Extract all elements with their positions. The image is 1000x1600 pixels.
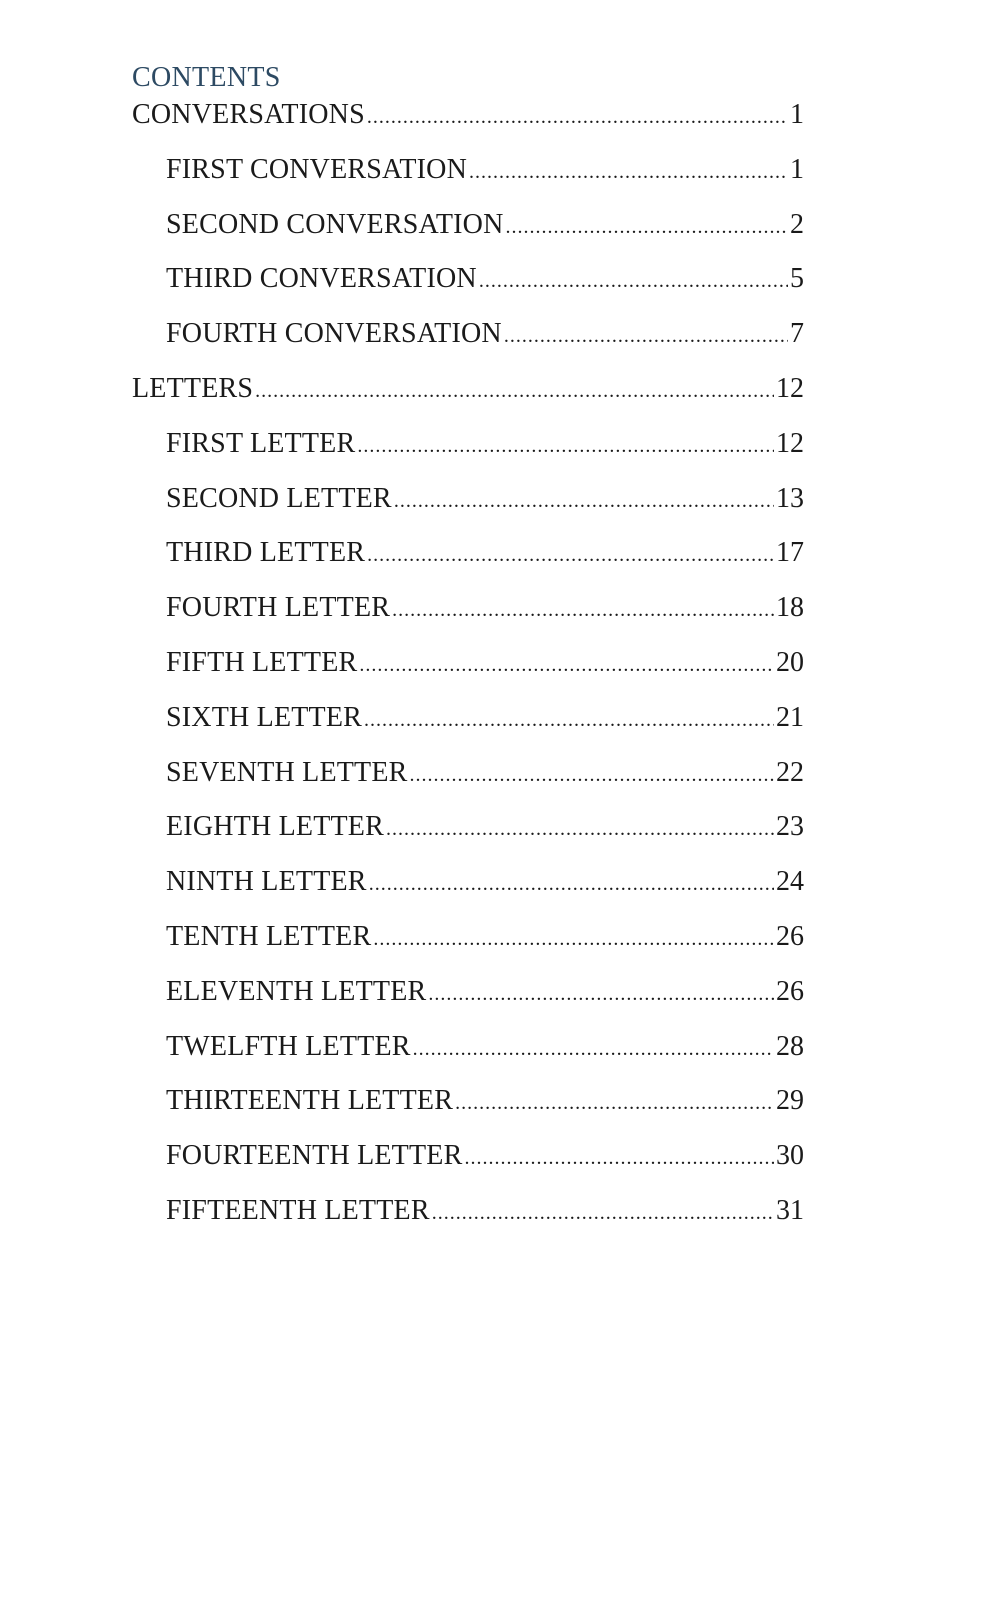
dot-leader	[479, 257, 788, 305]
dot-leader	[364, 696, 774, 744]
toc-entry-title: ELEVENTH LETTER	[166, 975, 427, 1007]
toc-entry-title: NINTH LETTER	[166, 866, 367, 898]
toc-entry-page-number: 24	[776, 866, 804, 898]
dot-leader	[428, 970, 774, 1018]
toc-entry-title: FOURTH CONVERSATION	[166, 318, 502, 350]
toc-subentry[interactable]	[132, 1023, 804, 1078]
toc-entry-title: TENTH LETTER	[166, 920, 372, 952]
toc-entry-title: FIRST LETTER	[166, 427, 356, 459]
toc-subentry[interactable]	[132, 913, 804, 968]
toc-section-entry[interactable]	[132, 365, 804, 420]
toc-entry-page-number: 29	[776, 1085, 804, 1117]
toc-entry-page-number: 22	[776, 756, 804, 788]
toc-entry-title: LETTERS	[132, 372, 254, 404]
dot-leader	[373, 915, 774, 963]
toc-heading: CONTENTS	[132, 62, 281, 93]
toc-entry-title: SECOND LETTER	[166, 482, 392, 514]
toc-entry-title: FOURTH LETTER	[166, 592, 391, 624]
toc-subentry[interactable]	[132, 146, 804, 201]
toc-entry-page-number: 18	[776, 592, 804, 624]
toc-entry-page-number: 23	[776, 811, 804, 843]
dot-leader	[413, 1025, 774, 1073]
dot-leader	[504, 312, 788, 360]
toc-entry-page-number: 28	[776, 1030, 804, 1062]
toc-entry-page-number: 26	[776, 975, 804, 1007]
dot-leader	[367, 93, 788, 141]
toc-subentry[interactable]	[132, 255, 804, 310]
toc-subentry[interactable]	[132, 1187, 804, 1242]
toc-entry-title: FIRST CONVERSATION	[166, 153, 468, 185]
dot-leader	[432, 1189, 774, 1237]
dot-leader	[394, 477, 774, 525]
dot-leader	[357, 422, 774, 470]
dot-leader	[367, 531, 774, 579]
toc-entry-title: FOURTEENTH LETTER	[166, 1140, 463, 1172]
toc-entry-page-number: 26	[776, 920, 804, 952]
toc-entry-page-number: 17	[776, 537, 804, 569]
toc-subentry[interactable]	[132, 749, 804, 804]
toc-entry-title: CONVERSATIONS	[132, 99, 365, 130]
toc-subentry[interactable]	[132, 475, 804, 530]
toc-entry-page-number: 21	[776, 701, 804, 733]
toc-entry-page-number: 13	[776, 482, 804, 514]
toc-subentry[interactable]	[132, 310, 804, 365]
dot-leader	[386, 805, 774, 853]
toc-subentry[interactable]	[132, 803, 804, 858]
dot-leader	[410, 751, 774, 799]
dot-leader	[506, 203, 789, 251]
toc-entry-title: THIRD CONVERSATION	[166, 263, 477, 295]
toc-entry-page-number: 12	[776, 372, 804, 404]
toc-entry-title: FIFTEENTH LETTER	[166, 1194, 430, 1226]
toc-list	[132, 91, 804, 1242]
dot-leader	[455, 1079, 774, 1127]
toc-section-entry[interactable]	[132, 91, 804, 146]
dot-leader	[464, 1134, 774, 1182]
dot-leader	[255, 367, 774, 415]
toc-subentry[interactable]	[132, 639, 804, 694]
dot-leader	[392, 586, 774, 634]
toc-subentry[interactable]	[132, 1132, 804, 1187]
toc-entry-title: FIFTH LETTER	[166, 646, 358, 678]
toc-subentry[interactable]	[132, 694, 804, 749]
toc-entry-page-number: 1	[790, 99, 804, 130]
toc-entry-title: SECOND CONVERSATION	[166, 208, 504, 240]
toc-entry-title: SEVENTH LETTER	[166, 756, 408, 788]
toc-entry-page-number: 5	[790, 263, 804, 295]
toc-subentry[interactable]	[132, 858, 804, 913]
toc-subentry[interactable]	[132, 420, 804, 475]
toc-entry-page-number: 2	[790, 208, 804, 240]
toc-subentry[interactable]	[132, 201, 804, 256]
dot-leader	[469, 148, 788, 196]
dot-leader	[359, 641, 774, 689]
toc-entry-page-number: 31	[776, 1194, 804, 1226]
dot-leader	[369, 860, 774, 908]
toc-entry-page-number: 12	[776, 427, 804, 459]
toc-subentry[interactable]	[132, 584, 804, 639]
toc-entry-page-number: 1	[790, 153, 804, 185]
toc-subentry[interactable]	[132, 968, 804, 1023]
toc-entry-page-number: 7	[790, 318, 804, 350]
toc-entry-title: TWELFTH LETTER	[166, 1030, 411, 1062]
toc-entry-page-number: 20	[776, 646, 804, 678]
toc-entry-title: EIGHTH LETTER	[166, 811, 384, 843]
toc-entry-page-number: 30	[776, 1140, 804, 1172]
toc-entry-title: THIRTEENTH LETTER	[166, 1085, 454, 1117]
toc-subentry[interactable]	[132, 529, 804, 584]
toc-subentry[interactable]	[132, 1077, 804, 1132]
toc-entry-title: THIRD LETTER	[166, 537, 366, 569]
toc-entry-title: SIXTH LETTER	[166, 701, 363, 733]
